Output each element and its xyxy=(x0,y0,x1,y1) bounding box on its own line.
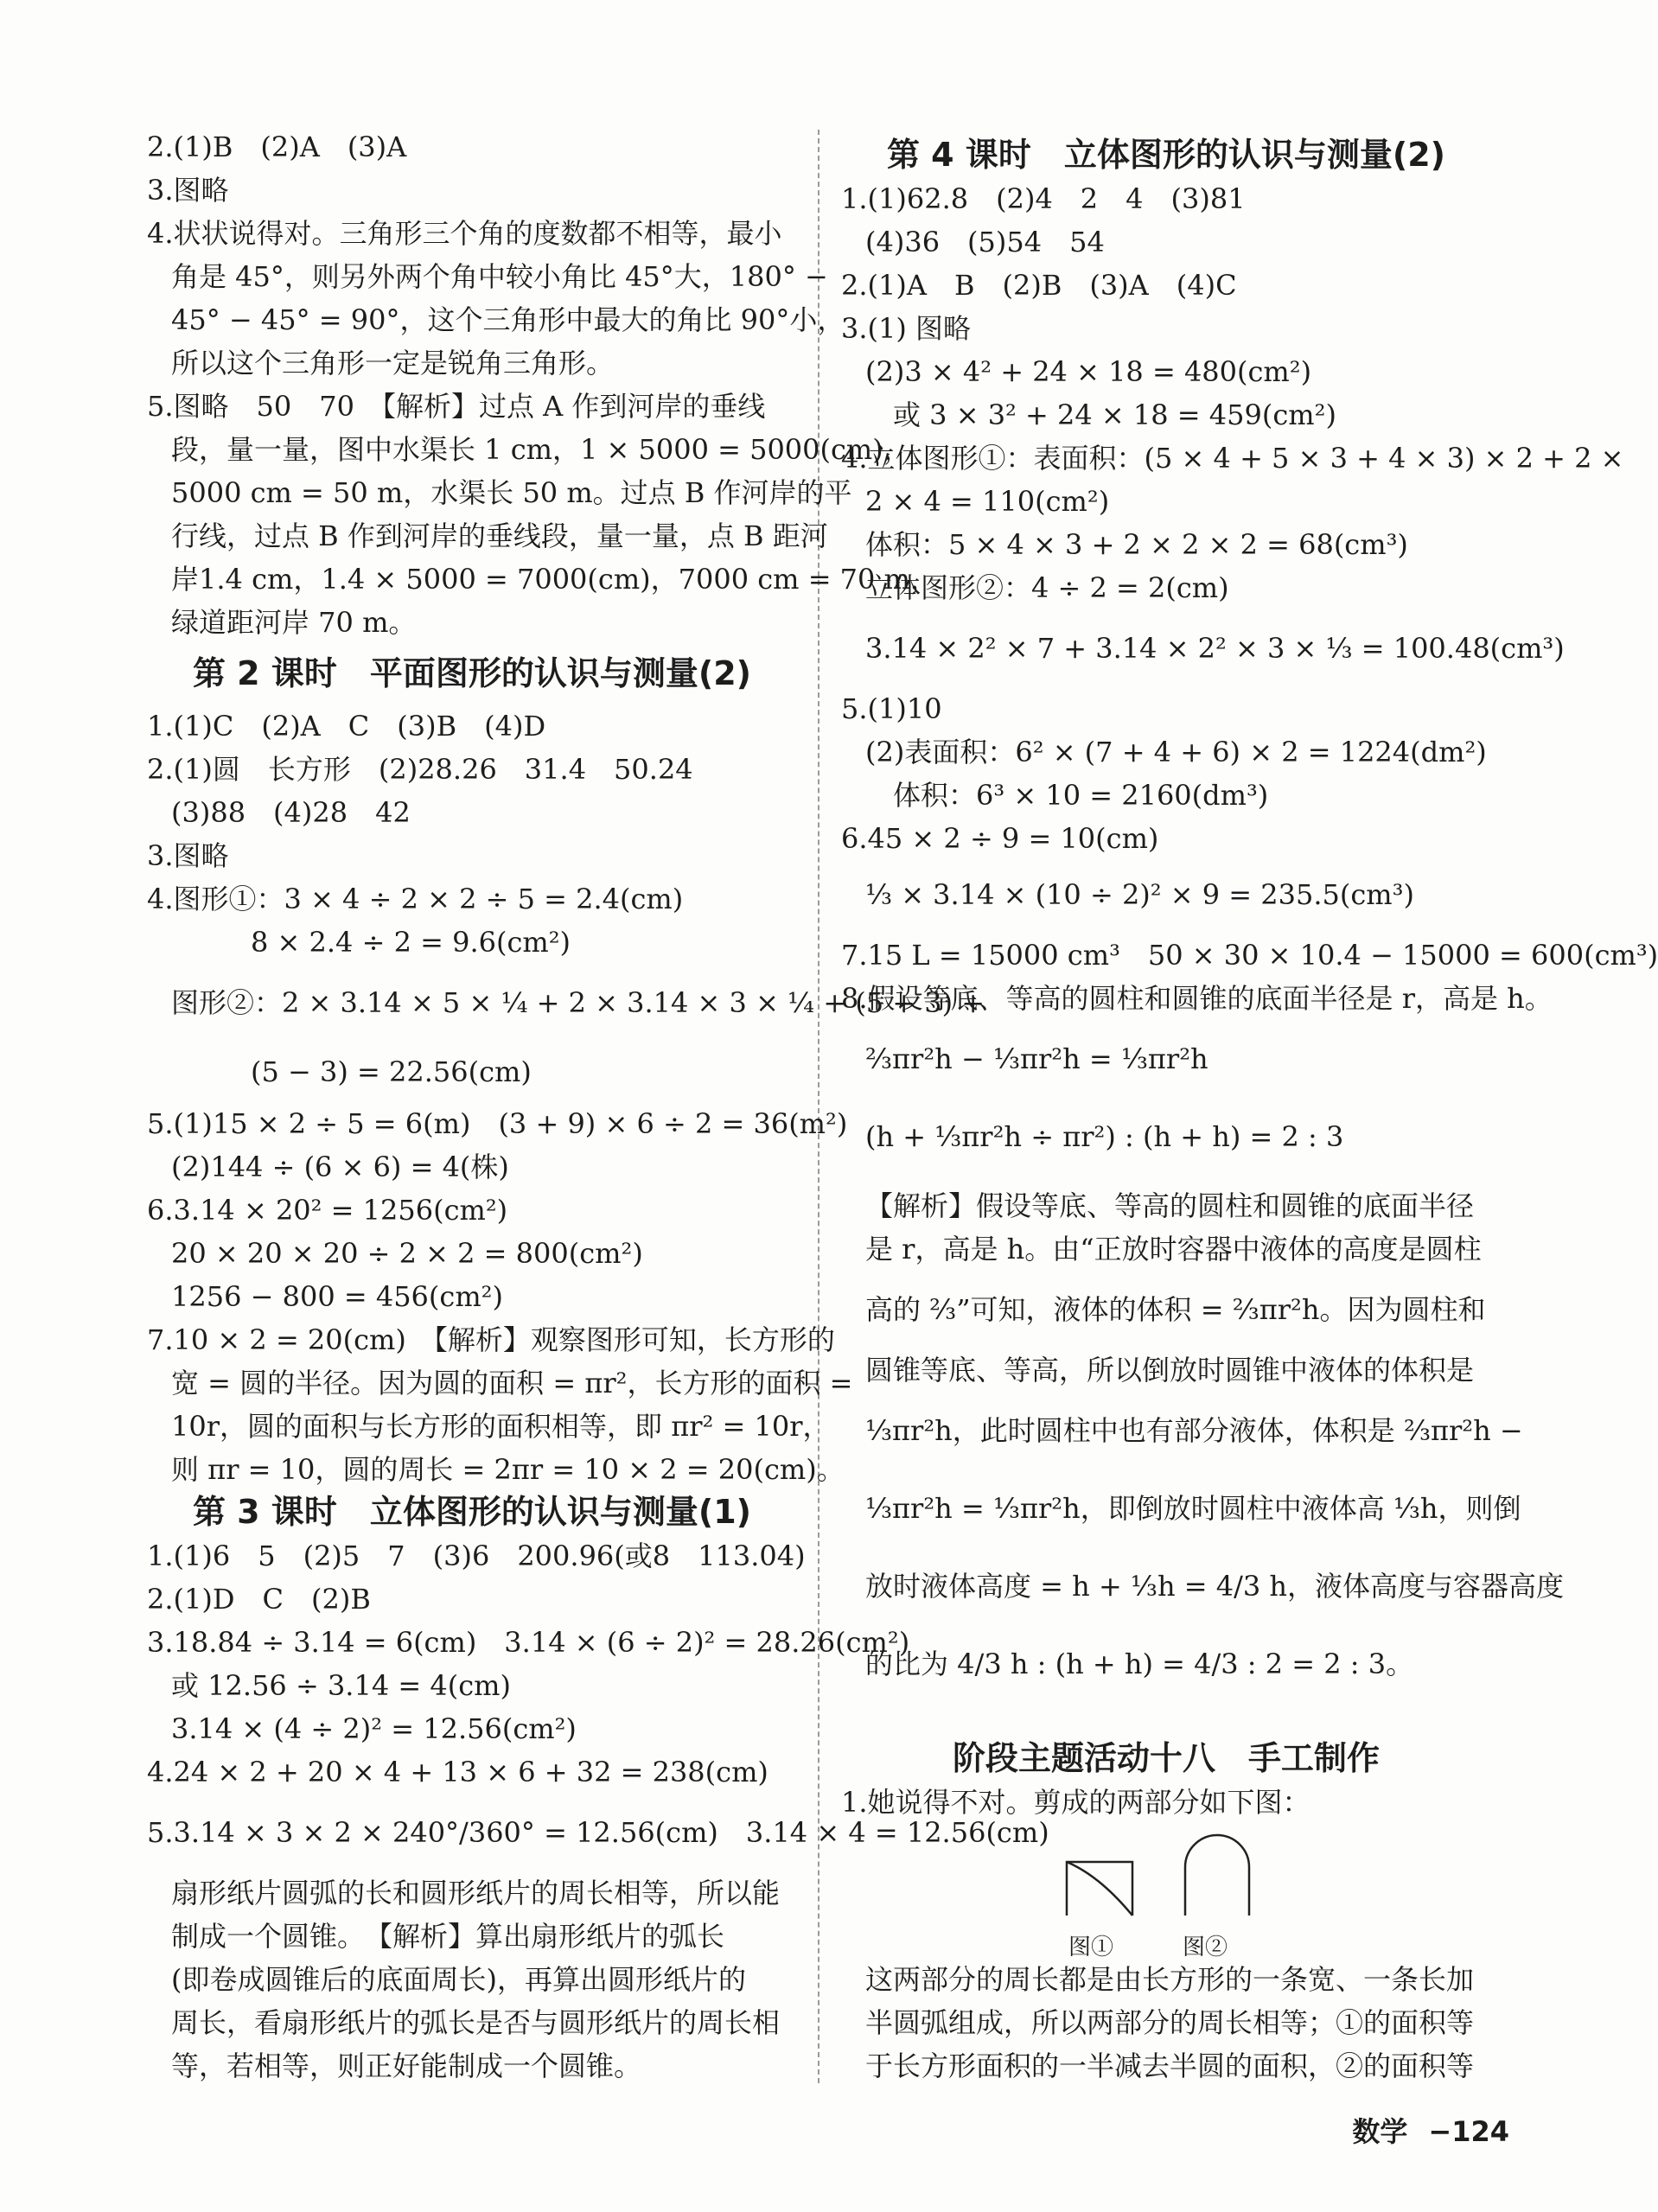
answer-line: 1.(1)6 5 (2)5 7 (3)6 200.96(或8 113.04) xyxy=(147,1539,806,1572)
answer-line: 1.(1)62.8 (2)4 2 4 (3)81 xyxy=(841,182,1246,215)
answer-line: 绿道距河岸 70 m。 xyxy=(171,606,417,639)
answer-line: 周长，看扇形纸片的弧长是否与圆形纸片的周长相 xyxy=(171,2006,781,2039)
answer-line: 5.(1)15 × 2 ÷ 5 = 6(m) (3 + 9) × 6 ÷ 2 = 36(m²) xyxy=(147,1107,848,1140)
answer-line: 岸1.4 cm，1.4 × 5000 = 7000(cm)，7000 cm = 70 m， xyxy=(171,563,938,596)
answer-line: ⅔πr²h − ⅓πr²h = ⅓πr²h xyxy=(865,1042,1208,1075)
answer-line: 或 12.56 ÷ 3.14 = 4(cm) xyxy=(171,1669,511,1702)
answer-line: 圆锥等底、等高，所以倒放时圆锥中液体的体积是 xyxy=(865,1354,1475,1386)
answer-line: 角是 45°，则另外两个角中较小角比 45°大，180° − xyxy=(171,260,828,293)
answer-line: 2.(1)A B (2)B (3)A (4)C xyxy=(841,269,1237,302)
answer-line: 则 πr = 10，圆的周长 = 2πr = 10 × 2 = 20(cm)。 xyxy=(171,1453,845,1486)
section-heading: 第 2 课时 平面图形的认识与测量(2) xyxy=(192,654,752,692)
answer-line: 1.(1)C (2)A C (3)B (4)D xyxy=(147,710,546,743)
answer-line: 6.45 × 2 ÷ 9 = 10(cm) xyxy=(841,822,1159,855)
answer-line: 3.18.84 ÷ 3.14 = 6(cm) 3.14 × (6 ÷ 2)² = 28.26(cm²) xyxy=(147,1626,910,1659)
answer-line: ⅓πr²h，此时圆柱中也有部分液体，体积是 ⅔πr²h − xyxy=(865,1414,1523,1447)
answer-line: 立体图形②：4 ÷ 2 = 2(cm) xyxy=(865,571,1229,604)
answer-line: 5.3.14 × 3 × 2 × 240°/360° = 12.56(cm) 3.14 × 4 = 12.56(cm) xyxy=(147,1816,1049,1849)
answer-line: 7.10 × 2 = 20(cm) 【解析】观察图形可知，长方形的 xyxy=(147,1323,835,1356)
answer-line: 半圆弧组成，所以两部分的周长相等；①的面积等 xyxy=(865,2006,1475,2039)
subject-label: 数学 xyxy=(1352,2115,1408,2148)
answer-line: 5000 cm = 50 m，水渠长 50 m。过点 B 作河岸的平 xyxy=(171,476,852,509)
answer-line: ⅓ × 3.14 × (10 ÷ 2)² × 9 = 235.5(cm³) xyxy=(865,878,1414,911)
answer-line: 3.14 × 2² × 7 + 3.14 × 2² × 3 × ⅓ = 100.48(cm³) xyxy=(865,632,1565,665)
answer-line: 于长方形面积的一半减去半圆的面积，②的面积等 xyxy=(865,2049,1475,2082)
figure-label-2: 图② xyxy=(1183,1935,1228,1960)
answer-line: 2.(1)D C (2)B xyxy=(147,1583,371,1616)
answer-line: 【解析】假设等底、等高的圆柱和圆锥的底面半径 xyxy=(865,1189,1475,1222)
page-number: −124 xyxy=(1428,2115,1509,2148)
figure-label-1: 图① xyxy=(1068,1935,1114,1960)
answer-line: 2.(1)B (2)A (3)A xyxy=(147,131,407,163)
answer-line: 8 × 2.4 ÷ 2 = 9.6(cm²) xyxy=(251,926,571,959)
answer-line: 5.(1)10 xyxy=(841,692,942,725)
answer-line: 或 3 × 3² + 24 × 18 = 459(cm²) xyxy=(893,398,1336,431)
answer-line: (2)3 × 4² + 24 × 18 = 480(cm²) xyxy=(865,355,1312,388)
answer-line: 1.她说得不对。剪成的两部分如下图： xyxy=(841,1786,1310,1819)
cut-figure xyxy=(1062,1833,1321,1960)
section-heading: 阶段主题活动十八 手工制作 xyxy=(952,1739,1380,1777)
answer-line: 6.3.14 × 20² = 1256(cm²) xyxy=(147,1194,508,1227)
answer-line: 段，量一量，图中水渠长 1 cm，1 × 5000 = 5000(cm)， xyxy=(171,433,911,466)
answer-line: 体积：5 × 4 × 3 + 2 × 2 × 2 = 68(cm³) xyxy=(865,528,1408,561)
answer-line: 等，若相等，则正好能制成一个圆锥。 xyxy=(171,2049,642,2082)
answer-line: 行线，过点 B 作到河岸的垂线段，量一量，点 B 距河 xyxy=(171,520,828,552)
answer-line: (5 − 3) = 22.56(cm) xyxy=(251,1055,532,1088)
answer-line: 1256 − 800 = 456(cm²) xyxy=(171,1280,503,1313)
answer-line: 所以这个三角形一定是锐角三角形。 xyxy=(171,347,615,379)
answer-line: (h + ⅓πr²h ÷ πr²) : (h + h) = 2 : 3 xyxy=(865,1120,1344,1153)
section-heading: 第 4 课时 立体图形的认识与测量(2) xyxy=(886,136,1446,174)
answer-line: 2 × 4 = 110(cm²) xyxy=(865,485,1110,518)
answer-line: 宽 = 圆的半径。因为圆的面积 = πr²，长方形的面积 = xyxy=(171,1367,853,1399)
answer-line: (2)144 ÷ (6 × 6) = 4(株) xyxy=(171,1151,509,1183)
answer-line: 4.立体图形①：表面积：(5 × 4 + 5 × 3 + 4 × 3) × 2 + 2 × xyxy=(841,442,1624,475)
answer-line: 3.14 × (4 ÷ 2)² = 12.56(cm²) xyxy=(171,1712,577,1745)
answer-line: 4.状状说得对。三角形三个角的度数都不相等，最小 xyxy=(147,217,782,250)
figure-part-2 xyxy=(1178,1833,1256,1919)
answer-line: 5.图略 50 70 【解析】过点 A 作到河岸的垂线 xyxy=(147,390,766,423)
answer-line: 这两部分的周长都是由长方形的一条宽、一条长加 xyxy=(865,1963,1475,1996)
answer-line: 3.(1) 图略 xyxy=(841,312,972,345)
answer-line: 放时液体高度 = h + ⅓h = 4/3 h，液体高度与容器高度 xyxy=(865,1570,1564,1603)
answer-line: 4.图形①：3 × 4 ÷ 2 × 2 ÷ 5 = 2.4(cm) xyxy=(147,883,684,915)
figure-part-1 xyxy=(1062,1850,1139,1919)
answer-line: 7.15 L = 15000 cm³ 50 × 30 × 10.4 − 15000 = 600(cm³) xyxy=(841,939,1658,972)
answer-line: 45° − 45° = 90°，这个三角形中最大的角比 90°小， xyxy=(171,303,845,336)
answer-line: ⅓πr²h = ⅓πr²h，即倒放时圆柱中液体高 ⅓h，则倒 xyxy=(865,1492,1521,1525)
answer-line: 3.图略 xyxy=(147,839,229,872)
answer-line: 4.24 × 2 + 20 × 4 + 13 × 6 + 32 = 238(cm) xyxy=(147,1756,768,1788)
answer-line: 体积：6³ × 10 = 2160(dm³) xyxy=(893,779,1269,812)
answer-line: (即卷成圆锥后的底面周长)，再算出圆形纸片的 xyxy=(171,1963,746,1996)
answer-line: 图形②：2 × 3.14 × 5 × ¼ + 2 × 3.14 × 3 × ¼ + (5 + 3) + xyxy=(171,986,985,1019)
answer-line: (4)36 (5)54 54 xyxy=(865,226,1105,258)
answer-line: 扇形纸片圆弧的长和圆形纸片的周长相等，所以能 xyxy=(171,1877,781,1909)
answer-line: 8.假设等底、等高的圆柱和圆锥的底面半径是 r，高是 h。 xyxy=(841,982,1553,1015)
answer-line: 高的 ⅔”可知，液体的体积 = ⅔πr²h。因为圆柱和 xyxy=(865,1293,1486,1326)
answer-line: (3)88 (4)28 42 xyxy=(171,796,411,829)
answer-line: 制成一个圆锥。 【解析】算出扇形纸片的弧长 xyxy=(171,1920,725,1953)
answer-line: 20 × 20 × 20 ÷ 2 × 2 = 800(cm²) xyxy=(171,1237,643,1270)
answer-line: 是 r，高是 h。由“正放时容器中液体的高度是圆柱 xyxy=(865,1233,1482,1265)
answer-line: (2)表面积：6² × (7 + 4 + 6) × 2 = 1224(dm²) xyxy=(865,736,1487,768)
answer-line: 的比为 4/3 h : (h + h) = 4/3 : 2 = 2 : 3。 xyxy=(865,1648,1414,1680)
section-heading: 第 3 课时 立体图形的认识与测量(1) xyxy=(192,1493,752,1531)
answer-line: 10r，圆的面积与长方形的面积相等，即 πr² = 10r， xyxy=(171,1410,831,1443)
answer-line: 2.(1)圆 长方形 (2)28.26 31.4 50.24 xyxy=(147,753,693,786)
answer-line: 3.图略 xyxy=(147,174,229,207)
page-footer xyxy=(1352,2110,1509,2150)
